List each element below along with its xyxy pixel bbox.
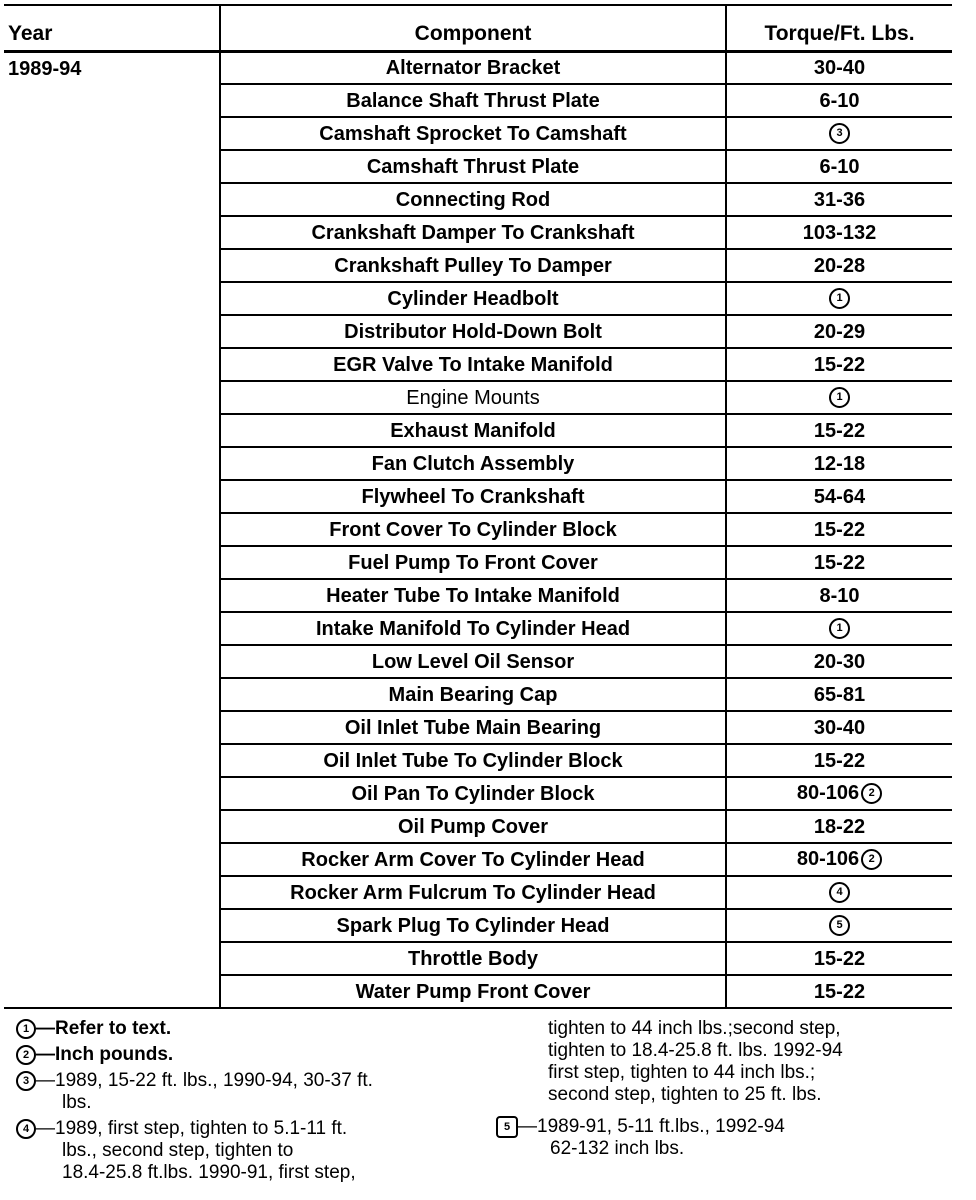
torque-cell: [726, 876, 952, 909]
footnote-4-cont-line2: tighten to 18.4-25.8 ft. lbs. 1992-94: [548, 1040, 843, 1061]
torque-value: 6-10: [819, 89, 860, 112]
table-body: [4, 51, 952, 1008]
torque-value: 15-22: [813, 353, 866, 376]
component-cell: Intake Manifold To Cylinder Head: [220, 612, 726, 645]
torque-cell: [726, 678, 952, 711]
footnote-5-line2: 62-132 inch lbs.: [550, 1138, 685, 1160]
footnote-ref-marker: 1: [829, 618, 850, 639]
torque-value: 20-30: [813, 650, 866, 673]
footnote-4-cont-line4: second step, tighten to 25 ft. lbs.: [548, 1084, 822, 1105]
component-cell: Distributor Hold-Down Bolt: [220, 315, 726, 348]
torque-cell: [726, 414, 952, 447]
torque-value: 15-22: [813, 947, 866, 970]
table-header-row: [4, 5, 952, 51]
footnote-5-marker: 5: [496, 1116, 518, 1138]
component-cell: Throttle Body: [220, 942, 726, 975]
torque-cell: [726, 909, 952, 942]
footnote-4-cont-line3: first step, tighten to 44 inch lbs.;: [548, 1062, 816, 1083]
torque-cell: [726, 117, 952, 150]
footnote-ref-marker: 2: [861, 849, 882, 870]
torque-value: 31-36: [813, 188, 866, 211]
table-row: [4, 51, 952, 84]
torque-value: 65-81: [813, 683, 866, 706]
component-cell: Oil Inlet Tube To Cylinder Block: [220, 744, 726, 777]
footnote-4-line3: 18.4-25.8 ft.lbs. 1990-91, first step,: [62, 1162, 356, 1183]
torque-spec-table: [4, 4, 952, 1009]
component-cell: EGR Valve To Intake Manifold: [220, 348, 726, 381]
component-cell: Connecting Rod: [220, 183, 726, 216]
torque-value: 15-22: [813, 749, 866, 772]
component-cell: Alternator Bracket: [220, 51, 726, 84]
torque-cell: [726, 282, 952, 315]
footnote-4-marker: 4: [16, 1119, 36, 1139]
component-cell: Balance Shaft Thrust Plate: [220, 84, 726, 117]
torque-cell: [726, 315, 952, 348]
torque-cell: [726, 711, 952, 744]
torque-value: 20-28: [813, 254, 866, 277]
torque-value: 20-29: [813, 320, 866, 343]
footnote-ref-marker: 3: [829, 123, 850, 144]
torque-cell: [726, 150, 952, 183]
footnote-ref-marker: 2: [861, 783, 882, 804]
torque-cell: [726, 777, 952, 810]
component-cell: Oil Inlet Tube Main Bearing: [220, 711, 726, 744]
component-cell: Heater Tube To Intake Manifold: [220, 579, 726, 612]
footnote-4-cont-line1: tighten to 44 inch lbs.;second step,: [548, 1018, 841, 1039]
torque-value: 15-22: [813, 419, 866, 442]
torque-cell: [726, 546, 952, 579]
torque-value: 15-22: [813, 518, 866, 541]
component-cell: Exhaust Manifold: [220, 414, 726, 447]
torque-cell: [726, 348, 952, 381]
footnote-ref-marker: 5: [829, 915, 850, 936]
torque-cell: [726, 843, 952, 876]
footnote-1-text: —Refer to text.: [36, 1018, 172, 1039]
component-cell: Crankshaft Damper To Crankshaft: [220, 216, 726, 249]
torque-value: 18-22: [813, 815, 866, 838]
torque-cell: [726, 447, 952, 480]
component-cell: Main Bearing Cap: [220, 678, 726, 711]
torque-value: 15-22: [813, 551, 866, 574]
footnote-3-marker: 3: [16, 1071, 36, 1091]
torque-column-header: Torque/Ft. Lbs.: [726, 5, 952, 51]
component-cell: Crankshaft Pulley To Damper: [220, 249, 726, 282]
footnote-2: [16, 1044, 173, 1066]
component-column-header: Component: [220, 5, 726, 51]
torque-value: 8-10: [819, 584, 860, 607]
component-cell: Front Cover To Cylinder Block: [220, 513, 726, 546]
component-cell: Fuel Pump To Front Cover: [220, 546, 726, 579]
torque-cell: [726, 51, 952, 84]
footnote-4-line1: —1989, first step, tighten to 5.1-11 ft.: [36, 1118, 348, 1139]
footnotes: [0, 1016, 976, 1200]
torque-value: 80-106: [796, 781, 860, 804]
footnote-1: [16, 1018, 171, 1040]
component-cell: Low Level Oil Sensor: [220, 645, 726, 678]
footnote-ref-marker: 1: [829, 387, 850, 408]
torque-cell: [726, 744, 952, 777]
component-cell: Fan Clutch Assembly: [220, 447, 726, 480]
torque-cell: [726, 84, 952, 117]
footnote-5: [496, 1116, 785, 1160]
footnote-2-text: —Inch pounds.: [36, 1044, 174, 1065]
component-cell: Oil Pan To Cylinder Block: [220, 777, 726, 810]
year-cell: 1989-94: [4, 51, 220, 1008]
torque-cell: [726, 810, 952, 843]
footnote-5-line1: —1989-91, 5-11 ft.lbs., 1992-94: [518, 1116, 785, 1138]
torque-value: 12-18: [813, 452, 866, 475]
torque-value: 6-10: [819, 155, 860, 178]
component-cell: Spark Plug To Cylinder Head: [220, 909, 726, 942]
footnote-3: [16, 1070, 373, 1114]
torque-value: 103-132: [802, 221, 877, 244]
torque-cell: [726, 480, 952, 513]
torque-value: 80-106: [796, 847, 860, 870]
component-cell: Camshaft Thrust Plate: [220, 150, 726, 183]
component-cell: Camshaft Sprocket To Camshaft: [220, 117, 726, 150]
component-cell: Flywheel To Crankshaft: [220, 480, 726, 513]
torque-value: 30-40: [813, 716, 866, 739]
component-cell: Rocker Arm Fulcrum To Cylinder Head: [220, 876, 726, 909]
torque-cell: [726, 381, 952, 414]
torque-cell: [726, 612, 952, 645]
footnote-3-line2: lbs.: [62, 1092, 92, 1113]
footnote-3-line1: —1989, 15-22 ft. lbs., 1990-94, 30-37 ft.: [36, 1070, 373, 1091]
torque-value: 30-40: [813, 56, 866, 79]
torque-cell: [726, 216, 952, 249]
footnote-ref-marker: 1: [829, 288, 850, 309]
component-cell: Engine Mounts: [220, 381, 726, 414]
component-cell: Rocker Arm Cover To Cylinder Head: [220, 843, 726, 876]
footnote-4: [16, 1118, 356, 1184]
torque-cell: [726, 183, 952, 216]
torque-value: 15-22: [813, 980, 866, 1003]
torque-cell: [726, 942, 952, 975]
component-cell: Water Pump Front Cover: [220, 975, 726, 1008]
torque-cell: [726, 249, 952, 282]
footnote-4-line2: lbs., second step, tighten to: [62, 1140, 294, 1161]
torque-cell: [726, 513, 952, 546]
footnote-ref-marker: 4: [829, 882, 850, 903]
footnote-1-marker: 1: [16, 1019, 36, 1039]
year-column-header: Year: [4, 5, 220, 51]
footnote-2-marker: 2: [16, 1045, 36, 1065]
component-cell: Cylinder Headbolt: [220, 282, 726, 315]
torque-cell: [726, 579, 952, 612]
torque-cell: [726, 975, 952, 1008]
torque-cell: [726, 645, 952, 678]
component-cell: Oil Pump Cover: [220, 810, 726, 843]
torque-value: 54-64: [813, 485, 866, 508]
footnote-4-continued: [548, 1018, 843, 1106]
